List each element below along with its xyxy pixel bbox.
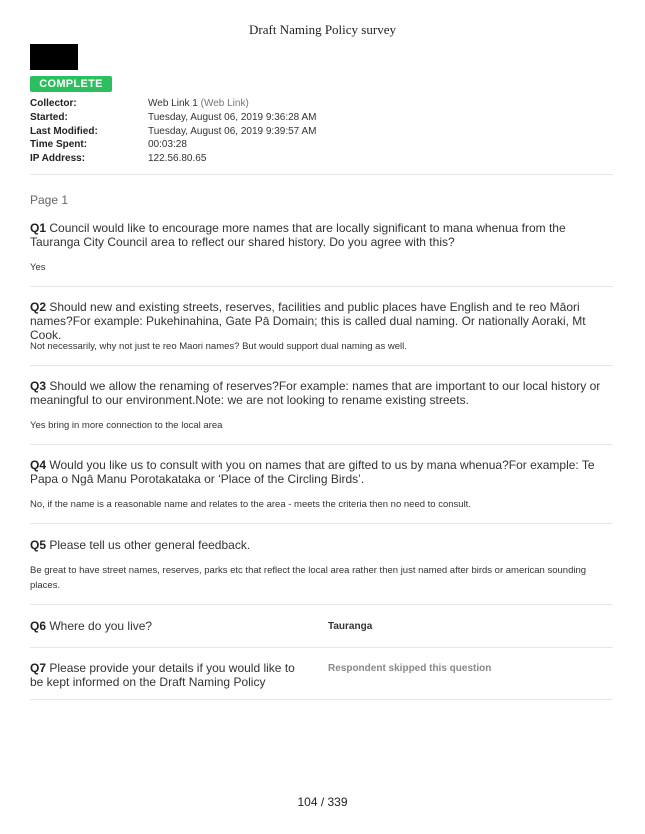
- divider: [30, 647, 613, 648]
- question-q4: [30, 458, 615, 486]
- question-q2: [30, 300, 615, 342]
- meta-row-collector: [30, 97, 615, 111]
- redacted-logo-block: [30, 44, 78, 70]
- meta-value: Tuesday, August 06, 2019 9:39:57 AM: [148, 125, 317, 137]
- meta-label: Time Spent:: [30, 139, 88, 151]
- answer-q1: Yes: [30, 262, 46, 273]
- question-number: Q1: [30, 221, 47, 235]
- page-number: 104 / 339: [297, 795, 348, 809]
- question-q1: [30, 221, 615, 249]
- meta-value: Tuesday, August 06, 2019 9:36:28 AM: [148, 111, 317, 123]
- divider: [30, 699, 613, 700]
- meta-label: IP Address:: [30, 153, 86, 165]
- meta-row-started: [30, 111, 615, 125]
- question-text: Where do you live?: [49, 619, 153, 633]
- divider: [30, 523, 613, 524]
- divider: [30, 174, 613, 175]
- question-number: Q2: [30, 300, 47, 314]
- question-q7: [30, 661, 305, 689]
- question-number: Q4: [30, 458, 47, 472]
- answer-q3: Yes bring in more connection to the local area: [30, 420, 223, 431]
- meta-label: Collector:: [30, 98, 77, 109]
- meta-value: 00:03:28: [148, 139, 187, 151]
- question-text: Should we allow the renaming of reserves?For example: names that are important to our local history or meaningful to our environment.Note: we are not looking to rename existing streets.: [30, 379, 601, 407]
- meta-row-ip-address: [30, 152, 615, 166]
- answer-q6: Tauranga: [328, 621, 373, 632]
- collector-type: (Web Link): [200, 98, 249, 109]
- divider: [30, 365, 613, 366]
- question-text: Please provide your details if you would like to be kept informed on the Draft Naming Policy: [30, 661, 295, 689]
- question-text: Council would like to encourage more names that are locally significant to mana whenua from the Tauranga City Council area to reflect our shared history. Do you agree with this?: [30, 221, 566, 249]
- meta-label: Last Modified:: [30, 125, 98, 137]
- answer-q4: No, if the name is a reasonable name and relates to the area - meets the criteria then no need to consult.: [30, 499, 471, 510]
- question-number: Q3: [30, 379, 47, 393]
- question-text: Should new and existing streets, reserves, facilities and public places have English and te reo Māori names?For example: Pukehinahina, Gate Pā Domain; this is called dual naming. Or nationally Aoraki, Mt Cook.: [30, 300, 586, 342]
- answer-q5: Be great to have street names, reserves, parks etc that reflect the local area rather then just named after birds or american sounding places.: [30, 565, 587, 591]
- collector-name: Web Link 1: [148, 98, 198, 109]
- status-badge: COMPLETE: [30, 76, 112, 92]
- answer-q7-skipped: Respondent skipped this question: [328, 663, 492, 674]
- meta-value: 122.56.80.65: [148, 153, 207, 165]
- divider: [30, 286, 613, 287]
- question-number: Q7: [30, 661, 47, 675]
- divider: [30, 604, 613, 605]
- response-metadata: [30, 97, 615, 166]
- question-number: Q5: [30, 538, 47, 552]
- question-text: Would you like us to consult with you on names that are gifted to us by mana whenua?For example: Te Papa o Ngā Manu Porotakataka or ‘Place of the Circling Birds’.: [30, 458, 595, 486]
- answer-q2: Not necessarily, why not just te reo Maori names? But would support dual naming as well.: [30, 341, 407, 352]
- question-q5: [30, 538, 615, 552]
- survey-page-label: Page 1: [30, 193, 69, 207]
- meta-row-time-spent: [30, 138, 615, 152]
- question-q6: [30, 619, 305, 633]
- meta-label: Started:: [30, 111, 68, 123]
- question-number: Q6: [30, 619, 47, 633]
- meta-value: [148, 98, 249, 109]
- divider: [30, 444, 613, 445]
- page-header-title: Draft Naming Policy survey: [249, 22, 396, 37]
- question-text: Please tell us other general feedback.: [49, 538, 251, 552]
- meta-row-last-modified: [30, 125, 615, 139]
- question-q3: [30, 379, 615, 407]
